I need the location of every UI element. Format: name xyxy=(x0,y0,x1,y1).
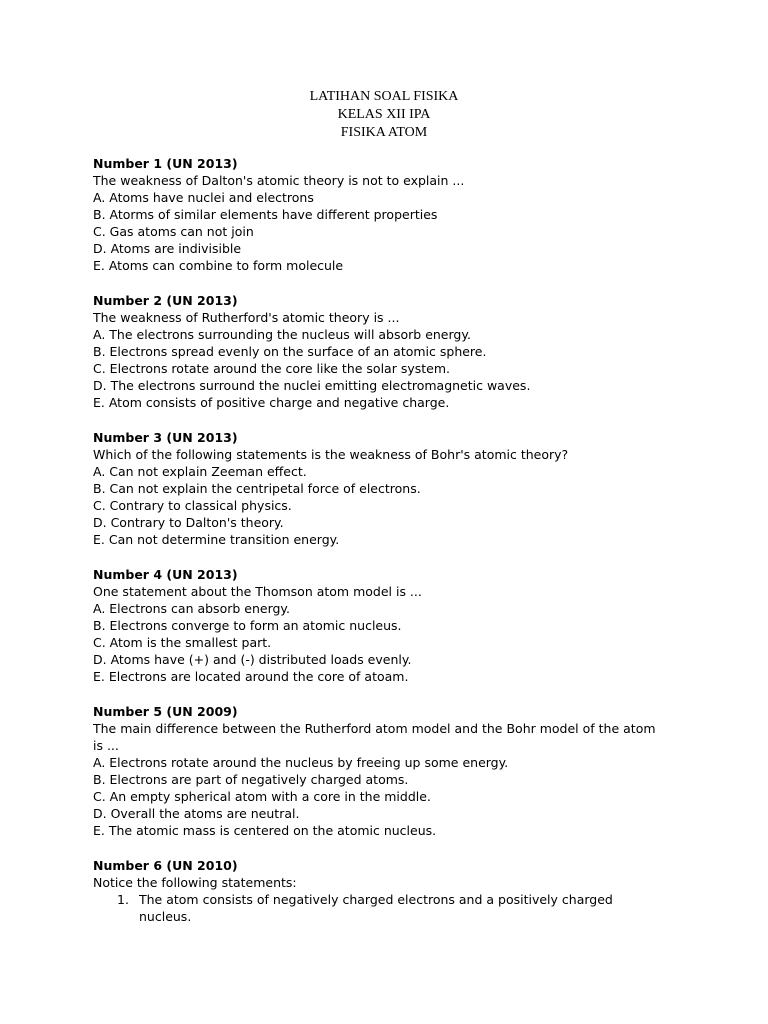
option-c: C. An empty spherical atom with a core in the middle. xyxy=(93,789,431,804)
option-d: D. Atoms have (+) and (-) distributed loads evenly. xyxy=(93,652,412,667)
option-d: D. Atoms are indivisible xyxy=(93,241,242,256)
question-title: Number 1 (UN 2013) xyxy=(93,156,238,171)
question-5 xyxy=(93,703,663,839)
question-2 xyxy=(93,292,663,411)
question-6 xyxy=(93,857,663,925)
option-e: E. Electrons are located around the core of atoam. xyxy=(93,669,409,684)
header-class: KELAS XII IPA xyxy=(337,107,431,122)
option-c: C. Gas atoms can not join xyxy=(93,224,254,239)
option-e: E. Can not determine transition energy. xyxy=(93,532,340,547)
option-b: B. Can not explain the centripetal force of electrons. xyxy=(93,481,421,496)
option-b: B. Electrons spread evenly on the surface of an atomic sphere. xyxy=(93,344,487,359)
question-text: Which of the following statements is the weakness of Bohr's atomic theory? xyxy=(93,447,569,462)
option-d: D. Overall the atoms are neutral. xyxy=(93,806,300,821)
option-b: B. Atorms of similar elements have different properties xyxy=(93,207,438,222)
question-title: Number 2 (UN 2013) xyxy=(93,293,238,308)
option-a: A. Electrons can absorb energy. xyxy=(93,601,291,616)
header-topic: FISIKA ATOM xyxy=(340,125,428,140)
list-item xyxy=(93,891,663,925)
option-b: B. Electrons converge to form an atomic nucleus. xyxy=(93,618,402,633)
statement-text: The atom consists of negatively charged electrons and a positively charged nucleus. xyxy=(139,892,613,924)
option-e: E. Atoms can combine to form molecule xyxy=(93,258,344,273)
question-text: The weakness of Dalton's atomic theory is not to explain ... xyxy=(93,173,465,188)
header-title: LATIHAN SOAL FISIKA xyxy=(309,89,459,104)
question-3 xyxy=(93,429,663,548)
statement-list xyxy=(93,891,663,925)
statement-number: 1. xyxy=(117,892,129,907)
question-title: Number 3 (UN 2013) xyxy=(93,430,238,445)
option-a: A. Can not explain Zeeman effect. xyxy=(93,464,307,479)
option-c: C. Electrons rotate around the core like the solar system. xyxy=(93,361,450,376)
question-title: Number 6 (UN 2010) xyxy=(93,858,238,873)
question-text: One statement about the Thomson atom model is ... xyxy=(93,584,422,599)
question-1 xyxy=(93,155,663,274)
question-text: The main difference between the Rutherford atom model and the Bohr model of the atom is ... xyxy=(93,721,656,753)
option-e: E. Atom consists of positive charge and negative charge. xyxy=(93,395,450,410)
question-4 xyxy=(93,566,663,685)
question-text: The weakness of Rutherford's atomic theory is ... xyxy=(93,310,400,325)
option-d: D. Contrary to Dalton's theory. xyxy=(93,515,284,530)
option-a: A. The electrons surrounding the nucleus will absorb energy. xyxy=(93,327,471,342)
option-d: D. The electrons surround the nuclei emitting electromagnetic waves. xyxy=(93,378,531,393)
option-a: A. Atoms have nuclei and electrons xyxy=(93,190,314,205)
option-a: A. Electrons rotate around the nucleus by freeing up some energy. xyxy=(93,755,509,770)
option-c: C. Atom is the smallest part. xyxy=(93,635,272,650)
option-b: B. Electrons are part of negatively charged atoms. xyxy=(93,772,409,787)
option-e: E. The atomic mass is centered on the atomic nucleus. xyxy=(93,823,437,838)
question-title: Number 4 (UN 2013) xyxy=(93,567,238,582)
option-c: C. Contrary to classical physics. xyxy=(93,498,292,513)
document-header xyxy=(0,88,768,142)
question-text: Notice the following statements: xyxy=(93,875,297,890)
question-title: Number 5 (UN 2009) xyxy=(93,704,238,719)
